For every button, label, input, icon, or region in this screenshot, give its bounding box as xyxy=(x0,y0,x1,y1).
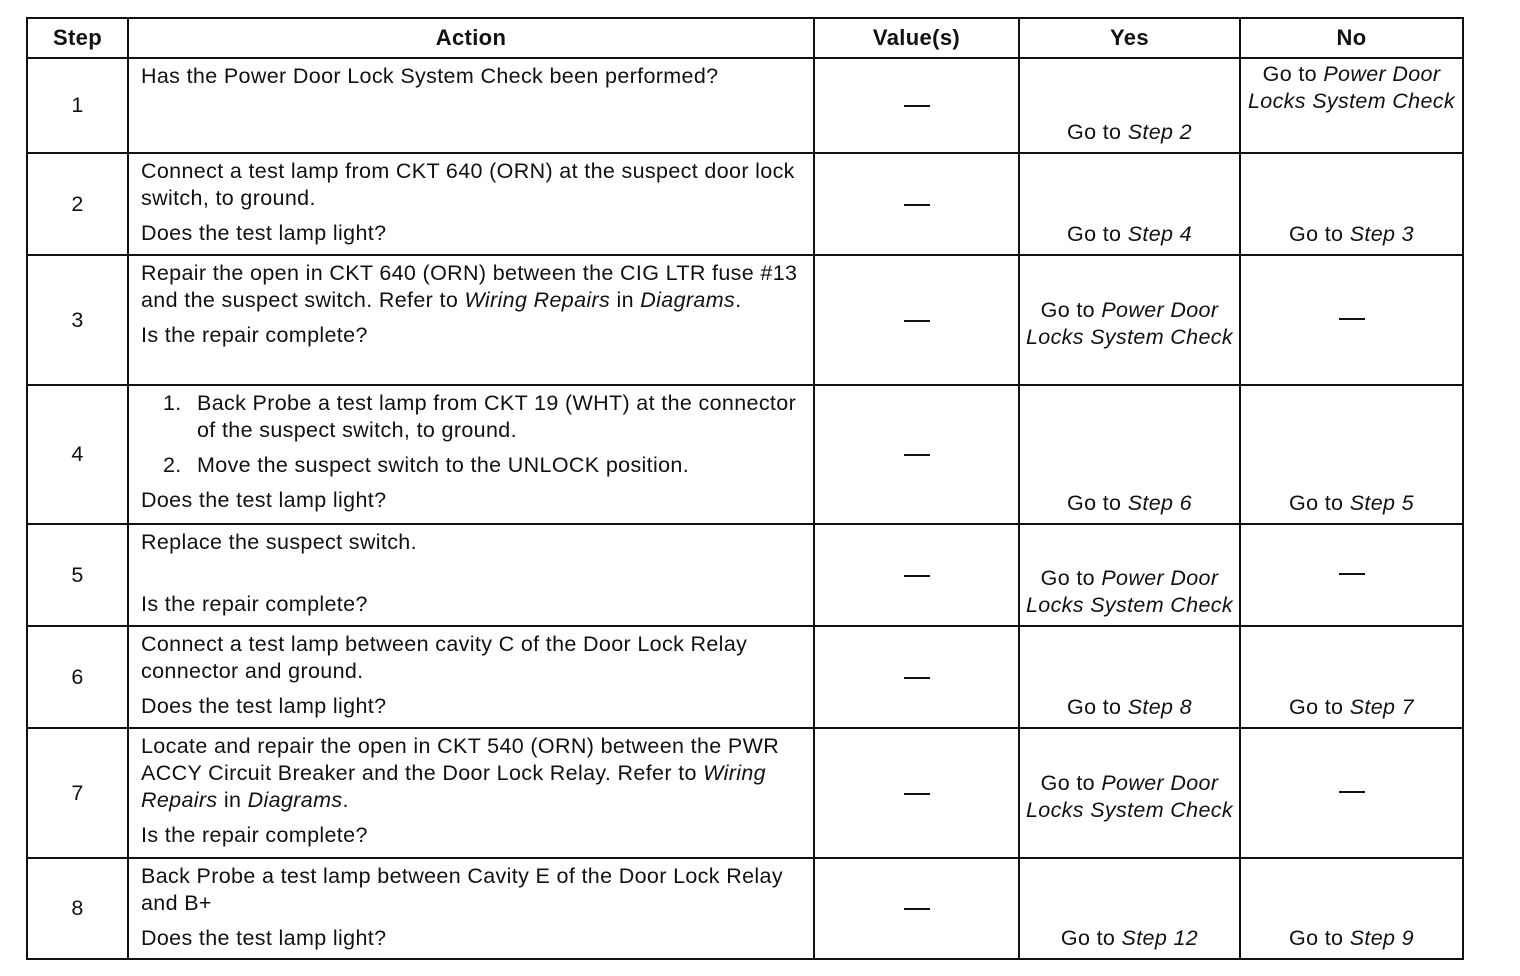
no-target: Power Door Locks System Check xyxy=(1247,62,1456,113)
no-cell xyxy=(1240,626,1463,728)
no-cell xyxy=(1240,728,1463,858)
header-yes: Yes xyxy=(1019,18,1240,58)
yes-target: Step 12 xyxy=(1121,926,1199,950)
table-row xyxy=(27,626,1463,728)
yes-target: Power Door Locks System Check xyxy=(1025,566,1234,617)
step-number: 6 xyxy=(27,626,128,728)
header-row xyxy=(27,18,1463,58)
action-cell xyxy=(128,255,814,385)
action-question: Is the repair complete? xyxy=(141,592,368,616)
no-prefix: Go to xyxy=(1289,491,1350,515)
action-cell xyxy=(128,858,814,959)
yes-cell xyxy=(1019,626,1240,728)
value-cell xyxy=(814,385,1019,524)
table-row xyxy=(27,255,1463,385)
table-row xyxy=(27,385,1463,524)
dash-mark xyxy=(904,204,930,206)
diagnostic-table xyxy=(26,17,1464,960)
dash-mark xyxy=(904,677,930,679)
action-cell xyxy=(128,385,814,524)
list-item xyxy=(163,390,803,444)
action-text-part: . xyxy=(342,788,349,812)
step-number: 3 xyxy=(27,255,128,385)
table-row xyxy=(27,153,1463,255)
yes-prefix: Go to xyxy=(1067,222,1128,246)
value-cell xyxy=(814,728,1019,858)
dash-mark xyxy=(1339,573,1365,575)
yes-cell xyxy=(1019,385,1240,524)
no-cell xyxy=(1240,153,1463,255)
no-cell xyxy=(1240,385,1463,524)
action-question: Does the test lamp light? xyxy=(141,926,387,950)
dash-mark xyxy=(904,320,930,322)
step-number: 1 xyxy=(27,58,128,153)
ref-wiring-repairs: Wiring Repairs xyxy=(464,288,611,312)
yes-prefix: Go to xyxy=(1040,566,1102,590)
value-cell xyxy=(814,626,1019,728)
yes-prefix: Go to xyxy=(1067,695,1128,719)
dash-mark xyxy=(904,908,930,910)
yes-target: Step 6 xyxy=(1127,491,1192,515)
action-question: Is the repair complete? xyxy=(141,823,368,847)
dash-mark xyxy=(904,454,930,456)
table-row xyxy=(27,858,1463,959)
ref-wiring-repairs: Wiring Repairs xyxy=(141,761,766,812)
header-action: Action xyxy=(128,18,814,58)
value-cell xyxy=(814,524,1019,626)
dash-mark xyxy=(904,105,930,107)
dash-mark xyxy=(1339,791,1365,793)
no-target: Step 3 xyxy=(1349,222,1414,246)
no-target: Step 9 xyxy=(1349,926,1414,950)
action-text: Has the Power Door Lock System Check been performed? xyxy=(141,64,719,88)
list-item-number: 2. xyxy=(163,453,182,477)
yes-prefix: Go to xyxy=(1067,491,1128,515)
action-text-part: in xyxy=(610,288,641,312)
list-item-text: Move the suspect switch to the UNLOCK position. xyxy=(197,453,690,477)
action-question: Does the test lamp light? xyxy=(141,694,387,718)
step-number: 8 xyxy=(27,858,128,959)
yes-target: Power Door Locks System Check xyxy=(1025,298,1234,349)
table-row xyxy=(27,524,1463,626)
action-question: Does the test lamp light? xyxy=(141,221,387,245)
step-number: 7 xyxy=(27,728,128,858)
action-steps-list xyxy=(141,390,803,479)
dash-mark xyxy=(904,793,930,795)
action-text-part: Repair the open in CKT 640 (ORN) between the CIG LTR fuse #13 and the suspect switch. Refer to xyxy=(141,261,798,312)
no-prefix: Go to xyxy=(1289,695,1350,719)
yes-cell xyxy=(1019,153,1240,255)
no-prefix: Go to xyxy=(1289,926,1350,950)
action-cell xyxy=(128,58,814,153)
action-text xyxy=(141,260,803,314)
no-target: Step 7 xyxy=(1349,695,1414,719)
yes-prefix: Go to xyxy=(1060,926,1122,950)
yes-target: Step 4 xyxy=(1127,222,1192,246)
yes-cell xyxy=(1019,255,1240,385)
ref-diagrams: Diagrams xyxy=(247,788,343,812)
action-text: Connect a test lamp between cavity C of the Door Lock Relay connector and ground. xyxy=(141,632,748,683)
header-values: Value(s) xyxy=(814,18,1019,58)
yes-target: Power Door Locks System Check xyxy=(1025,771,1234,822)
list-item-text: Back Probe a test lamp from CKT 19 (WHT) at the connector of the suspect switch, to ground. xyxy=(197,391,797,442)
action-cell xyxy=(128,524,814,626)
no-prefix: Go to xyxy=(1262,62,1324,86)
step-number: 2 xyxy=(27,153,128,255)
no-prefix: Go to xyxy=(1289,222,1350,246)
yes-target: Step 8 xyxy=(1127,695,1192,719)
no-cell xyxy=(1240,58,1463,153)
action-question: Is the repair complete? xyxy=(141,323,368,347)
header-no: No xyxy=(1240,18,1463,58)
yes-cell xyxy=(1019,524,1240,626)
action-text: Connect a test lamp from CKT 640 (ORN) at the suspect door lock switch, to ground. xyxy=(141,159,795,210)
step-number: 4 xyxy=(27,385,128,524)
yes-cell xyxy=(1019,58,1240,153)
dash-mark xyxy=(1339,318,1365,320)
action-text xyxy=(141,733,803,814)
table-row xyxy=(27,58,1463,153)
yes-target: Step 2 xyxy=(1127,120,1192,144)
action-cell xyxy=(128,153,814,255)
action-text: Back Probe a test lamp between Cavity E of the Door Lock Relay and B+ xyxy=(141,864,783,915)
value-cell xyxy=(814,255,1019,385)
yes-prefix: Go to xyxy=(1067,120,1128,144)
dash-mark xyxy=(904,575,930,577)
action-text-part: . xyxy=(735,288,742,312)
value-cell xyxy=(814,153,1019,255)
list-item-number: 1. xyxy=(163,391,182,415)
action-question: Does the test lamp light? xyxy=(141,488,387,512)
action-cell xyxy=(128,728,814,858)
no-target: Step 5 xyxy=(1349,491,1414,515)
header-step: Step xyxy=(27,18,128,58)
yes-prefix: Go to xyxy=(1040,771,1102,795)
action-text: Replace the suspect switch. xyxy=(141,530,417,554)
value-cell xyxy=(814,58,1019,153)
value-cell xyxy=(814,858,1019,959)
yes-prefix: Go to xyxy=(1040,298,1102,322)
action-cell xyxy=(128,626,814,728)
yes-cell xyxy=(1019,858,1240,959)
action-text-part: in xyxy=(217,788,248,812)
step-number: 5 xyxy=(27,524,128,626)
no-cell xyxy=(1240,524,1463,626)
table-row xyxy=(27,728,1463,858)
action-text-part: Locate and repair the open in CKT 540 (ORN) between the PWR ACCY Circuit Breaker and the Door Lock Relay. Refer to xyxy=(141,734,780,785)
list-item xyxy=(163,452,803,479)
ref-diagrams: Diagrams xyxy=(640,288,736,312)
yes-cell xyxy=(1019,728,1240,858)
no-cell xyxy=(1240,858,1463,959)
no-cell xyxy=(1240,255,1463,385)
